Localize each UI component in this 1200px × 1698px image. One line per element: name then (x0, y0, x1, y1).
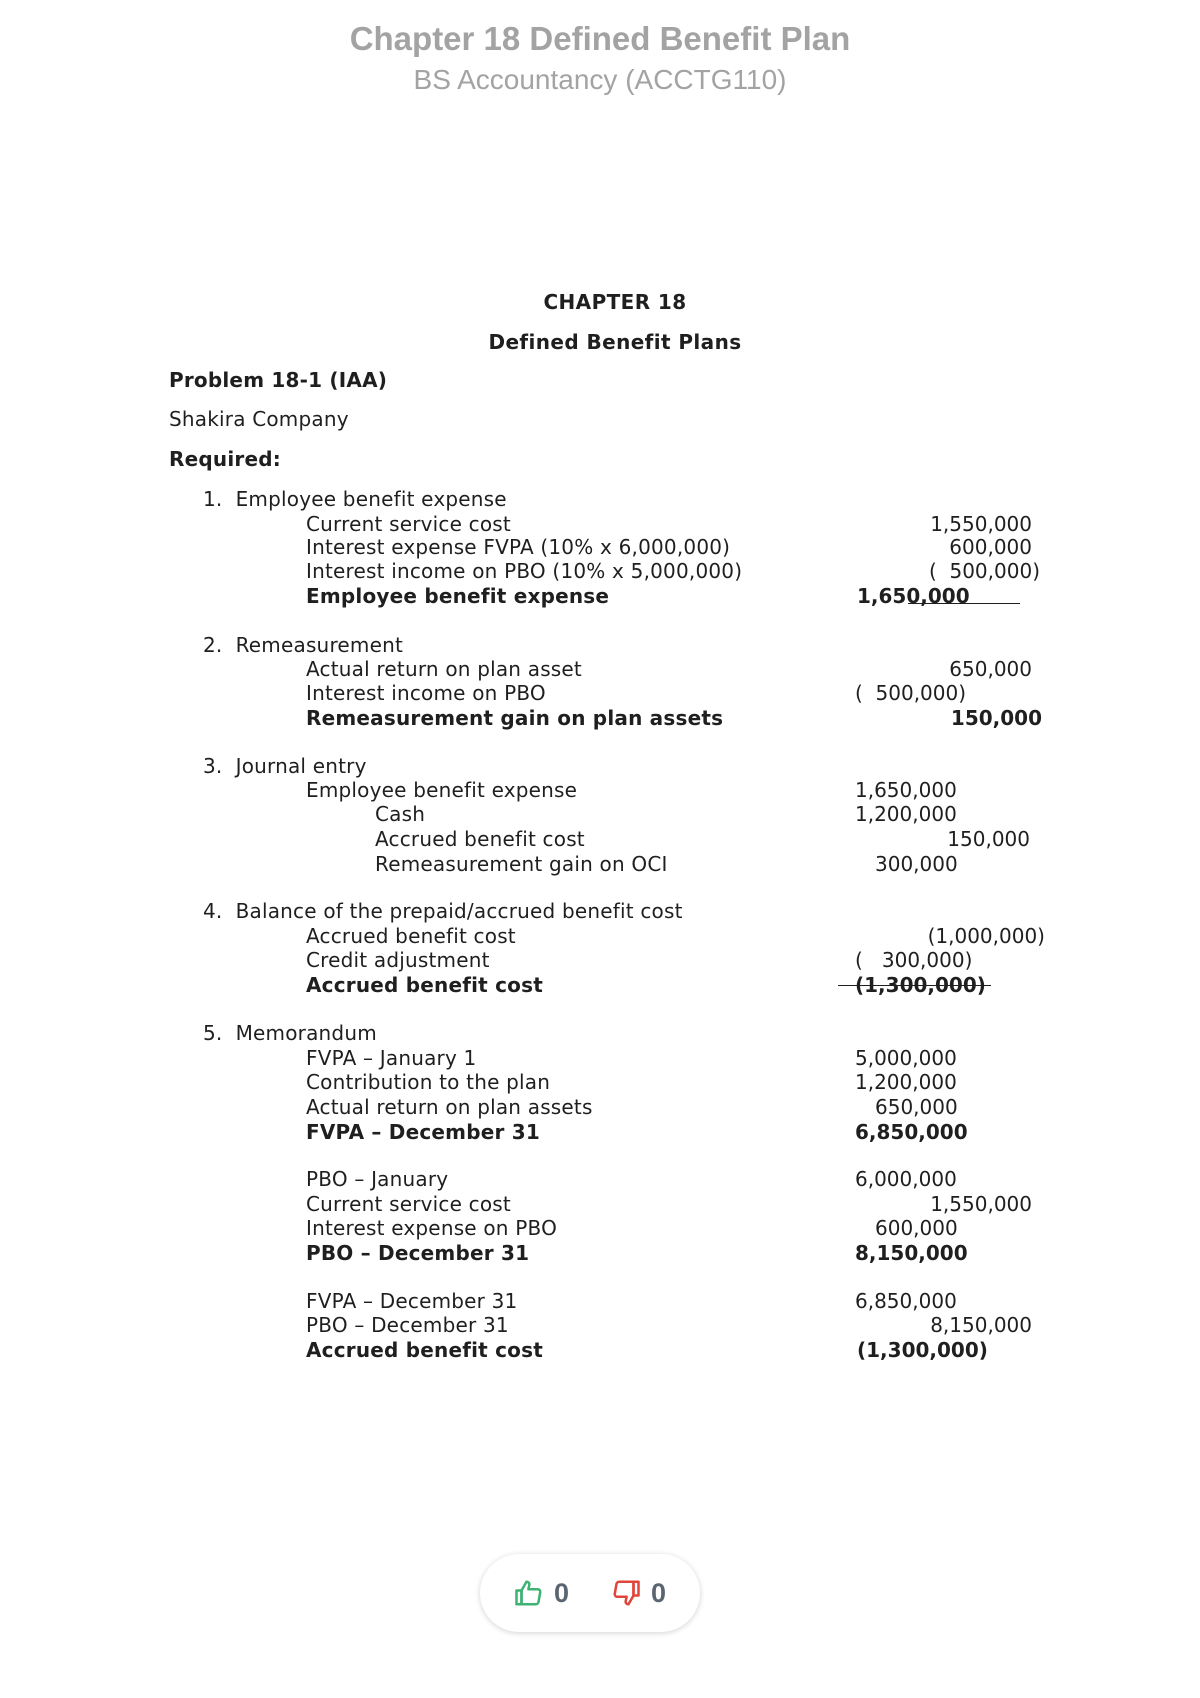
s5-row-value: 6,850,000 (855, 1289, 957, 1313)
s3-row-label: Accrued benefit cost (375, 827, 585, 851)
total-underline (908, 603, 1020, 604)
upvote-button[interactable] (514, 1578, 569, 1609)
section-3-heading: 3. Journal entry (203, 754, 367, 778)
s5-row-label: FVPA – January 1 (306, 1046, 477, 1070)
downvote-button[interactable] (611, 1578, 666, 1609)
s4-total-value: (1,300,000) (855, 973, 986, 997)
s4-row-label: Accrued benefit cost (306, 924, 516, 948)
s4-row-value: ( 300,000) (855, 948, 973, 972)
chapter-title: Defined Benefit Plans (488, 330, 742, 354)
document-subtitle: BS Accountancy (ACCTG110) (413, 64, 787, 95)
upvote-count: 0 (553, 1577, 569, 1608)
s5-row-label: Contribution to the plan (306, 1070, 551, 1094)
vote-bar (480, 1554, 700, 1632)
s5-row-value: 1,200,000 (855, 1070, 957, 1094)
s5-row-label: FVPA – December 31 (306, 1289, 518, 1313)
s1-row-value: 600,000 (949, 535, 1032, 559)
s5-row-value: 8,150,000 (930, 1313, 1032, 1337)
s2-row-label: Actual return on plan asset (306, 657, 582, 681)
s1-row-label: Interest income on PBO (10% x 5,000,000) (306, 559, 743, 583)
chapter-heading: CHAPTER 18 (543, 290, 687, 314)
thumbs-up-icon (514, 1578, 544, 1608)
section-4-heading: 4. Balance of the prepaid/accrued benefit cost (203, 899, 683, 923)
s2-row-label: Interest income on PBO (306, 681, 546, 705)
s2-row-value: ( 500,000) (855, 681, 967, 705)
s2-total-label: Remeasurement gain on plan assets (306, 706, 724, 730)
s3-row-value: 150,000 (947, 827, 1030, 851)
s5-row-label: Current service cost (306, 1192, 511, 1216)
s4-total-label: Accrued benefit cost (306, 973, 543, 997)
s5-total-label: PBO – December 31 (306, 1241, 530, 1265)
downvote-count: 0 (651, 1577, 667, 1608)
s5-row-value: 6,000,000 (855, 1167, 957, 1191)
s5-total-label: FVPA – December 31 (306, 1120, 540, 1144)
s5-total-value: (1,300,000) (857, 1338, 988, 1362)
required-label: Required: (169, 447, 281, 471)
s5-total-value: 8,150,000 (855, 1241, 968, 1265)
document-title: Chapter 18 Defined Benefit Plan (349, 20, 851, 57)
s3-row-value: 300,000 (875, 852, 958, 876)
s5-total-value: 6,850,000 (855, 1120, 968, 1144)
s1-total-label: Employee benefit expense (306, 584, 610, 608)
section-5-heading: 5. Memorandum (203, 1021, 377, 1045)
s3-row-value: 1,200,000 (855, 802, 957, 826)
s3-row-label: Remeasurement gain on OCI (375, 852, 668, 876)
s1-total-value: 1,650,000 (857, 584, 970, 608)
s4-row-value: (1,000,000) (927, 924, 1045, 948)
s5-row-value: 1,550,000 (930, 1192, 1032, 1216)
s5-row-label: Interest expense on PBO (306, 1216, 558, 1240)
section-1-heading: 1. Employee benefit expense (203, 487, 507, 511)
s1-row-value: ( 500,000) (928, 559, 1040, 583)
s5-total-label: Accrued benefit cost (306, 1338, 543, 1362)
s3-row-label: Cash (375, 802, 426, 826)
s1-row-label: Current service cost (306, 512, 511, 536)
s3-row-value: 1,650,000 (855, 778, 957, 802)
section-2-heading: 2. Remeasurement (203, 633, 404, 657)
s3-row-label: Employee benefit expense (306, 778, 578, 802)
s2-row-value: 650,000 (949, 657, 1032, 681)
s5-row-value: 650,000 (875, 1095, 958, 1119)
s5-row-value: 600,000 (875, 1216, 958, 1240)
problem-heading: Problem 18-1 (IAA) (169, 368, 388, 392)
s5-row-value: 5,000,000 (855, 1046, 957, 1070)
s4-row-label: Credit adjustment (306, 948, 490, 972)
company-name: Shakira Company (169, 407, 349, 431)
s5-row-label: PBO – December 31 (306, 1313, 509, 1337)
s5-row-label: Actual return on plan assets (306, 1095, 593, 1119)
s1-row-value: 1,550,000 (930, 512, 1032, 536)
s2-total-value: 150,000 (950, 706, 1042, 730)
s1-row-label: Interest expense FVPA (10% x 6,000,000) (306, 535, 731, 559)
s5-row-label: PBO – January (306, 1167, 449, 1191)
strikethrough-line (838, 985, 991, 986)
thumbs-down-icon (611, 1578, 641, 1608)
